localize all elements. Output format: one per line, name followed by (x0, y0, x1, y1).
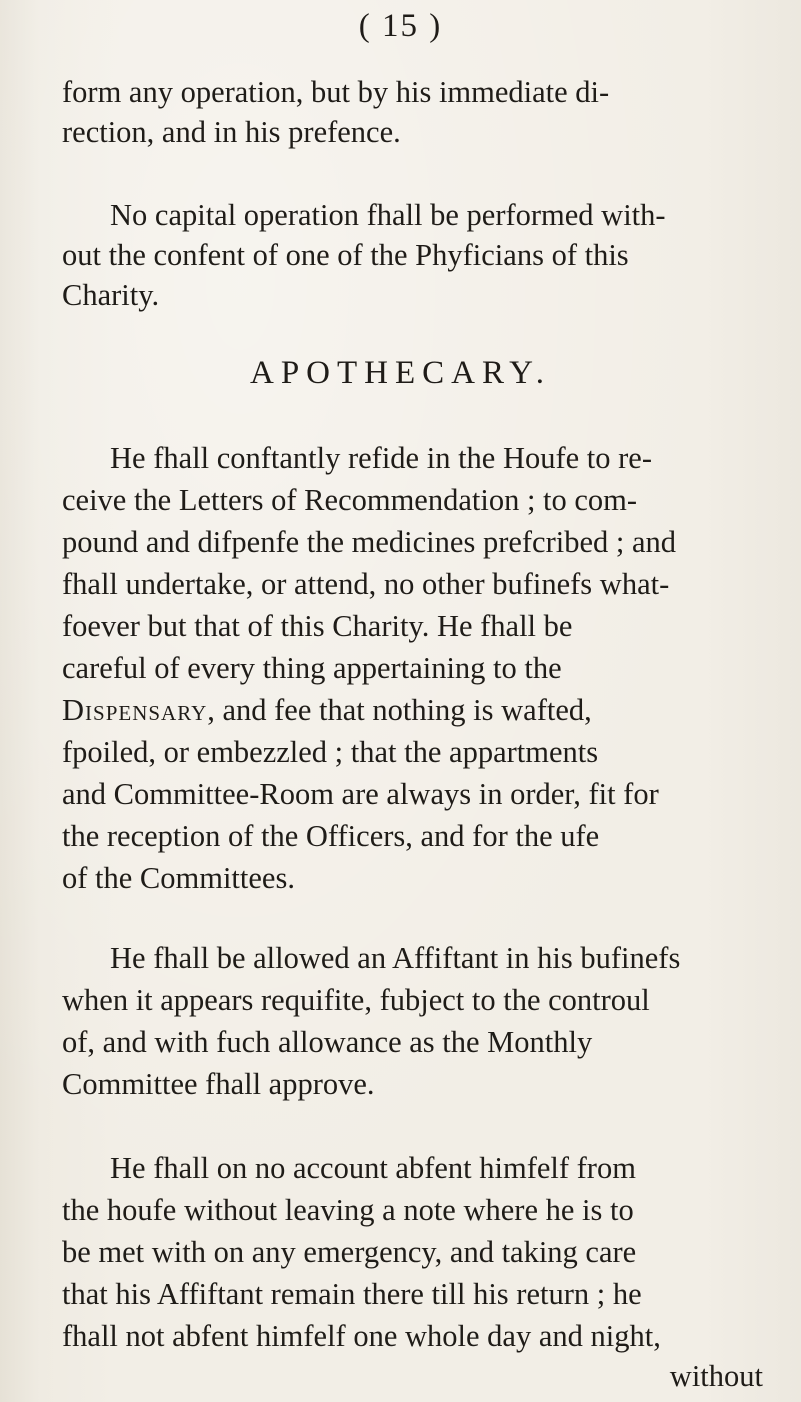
text-line: fhall undertake, or attend, no other bufinefs what- (62, 567, 670, 601)
text-line: careful of every thing appertaining to the (62, 651, 562, 685)
text-line: form any operation, but by his immediate di- (62, 75, 610, 109)
text-line: of the Committees. (62, 861, 295, 895)
text-line: that his Affiftant remain there till his return ; he (62, 1277, 642, 1311)
page-number: ( 15 ) (358, 8, 443, 44)
text-line: the reception of the Officers, and for the ufe (62, 819, 600, 853)
text-line: out the confent of one of the Phyficians of this (62, 238, 629, 272)
section-heading: APOTHECARY. (249, 355, 552, 391)
text-line: ceive the Letters of Recommendation ; to com- (62, 483, 638, 517)
text-line: Charity. (62, 278, 160, 312)
text-line: fhall not abfent himfelf one whole day and night, (62, 1319, 661, 1353)
text-line: pound and difpenfe the medicines prefcribed ; and (62, 525, 677, 559)
text-line: and Committee-Room are always in order, fit for (62, 777, 659, 811)
text-line: He fhall be allowed an Affiftant in his bufinefs (110, 941, 681, 975)
text-line: No capital operation fhall be performed with- (110, 198, 666, 232)
text-line: of, and with fuch allowance as the Monthly (62, 1025, 593, 1059)
text-line: when it appears requifite, fubject to the controul (62, 983, 650, 1017)
text-line: Committee fhall approve. (62, 1067, 375, 1101)
text-line: rection, and in his prefence. (62, 115, 401, 149)
text-line: He fhall conftantly refide in the Houfe to re- (110, 441, 653, 475)
catchword: without (669, 1359, 763, 1393)
dispensary-word: Dispensary (62, 693, 208, 727)
text-line: fpoiled, or embezzled ; that the appartments (62, 735, 599, 769)
dispensary-line-rest: , and fee that nothing is wafted, (207, 693, 592, 727)
text-line: He fhall on no account abfent himfelf from (110, 1151, 636, 1185)
text-line-dispensary (62, 690, 592, 730)
text-line: be met with on any emergency, and taking care (62, 1235, 637, 1269)
text-line: foever but that of this Charity. He fhall be (62, 609, 573, 643)
text-line: the houfe without leaving a note where he is to (62, 1193, 634, 1227)
